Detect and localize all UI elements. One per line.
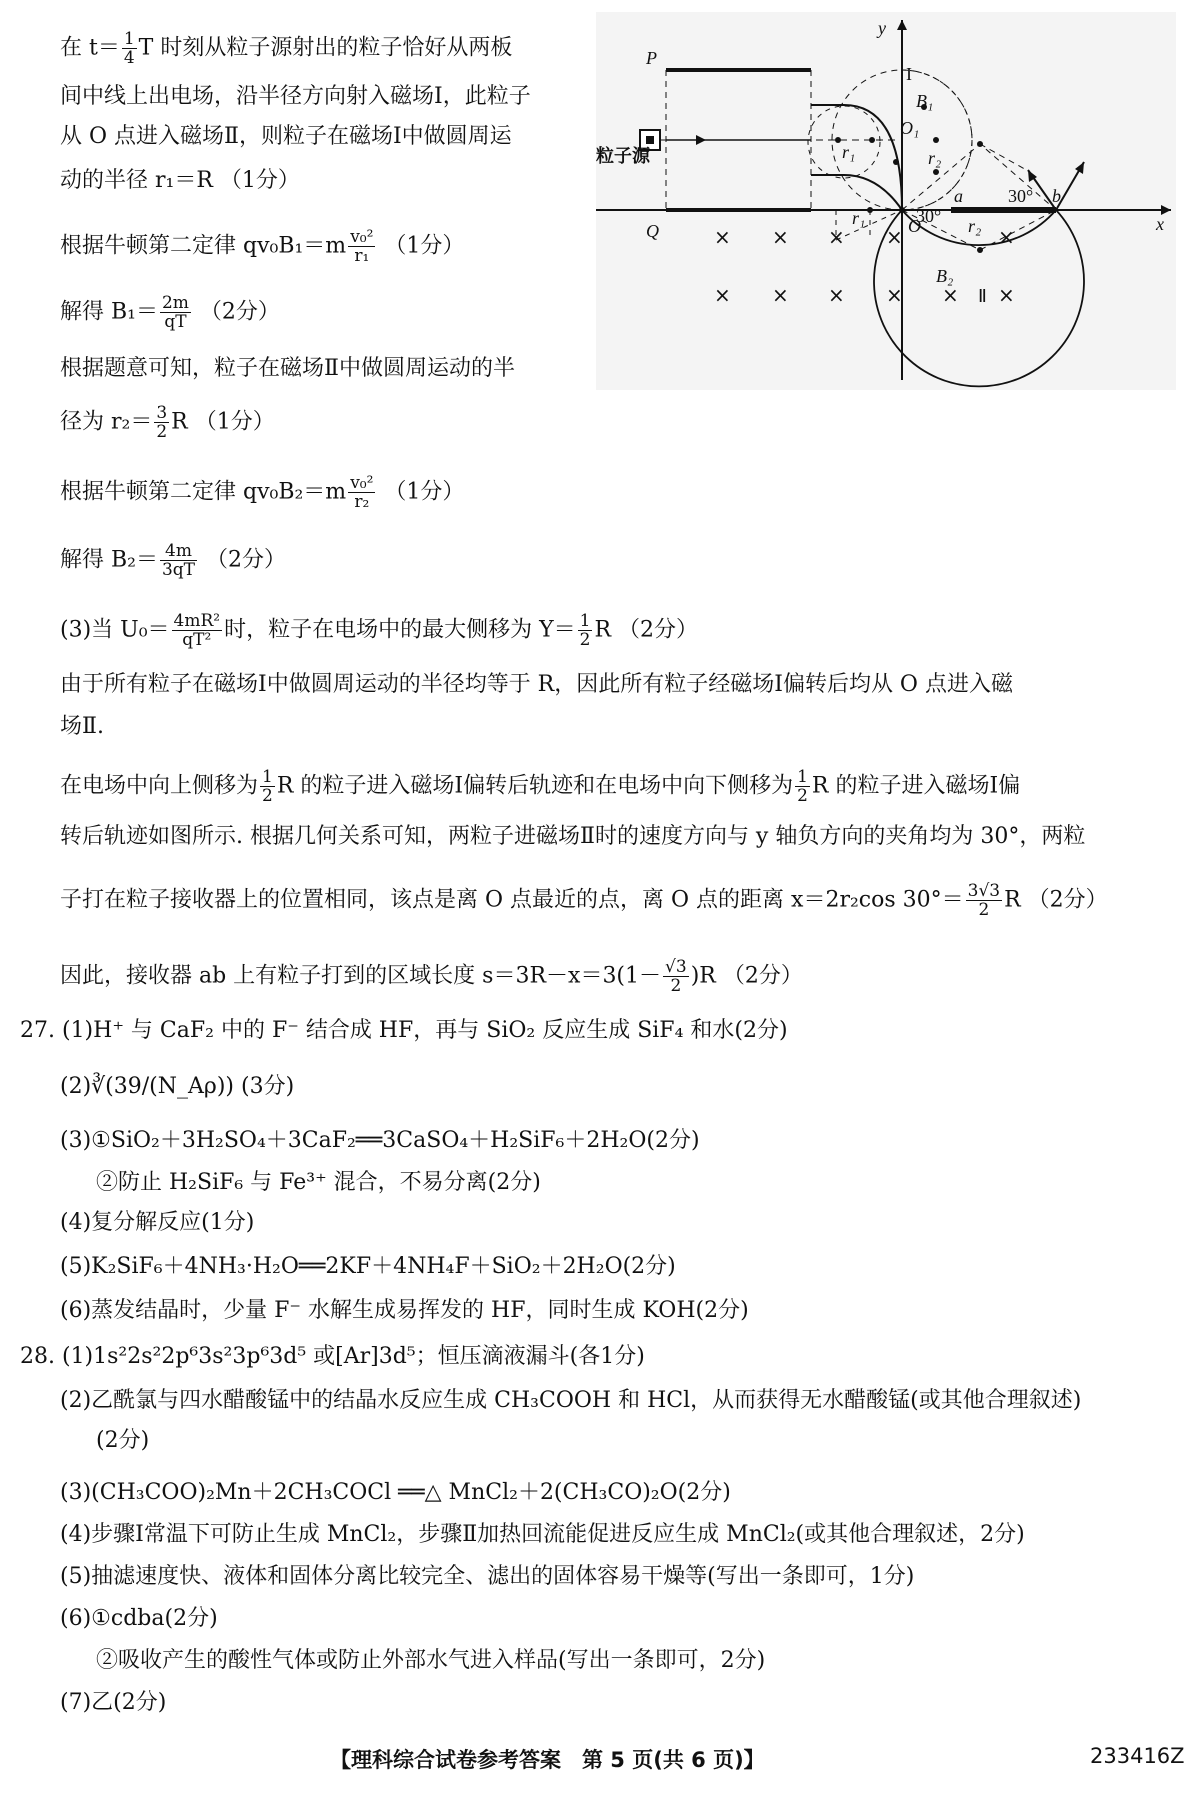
physics-diagram bbox=[596, 12, 1176, 390]
text-line: 在电场中向上侧移为 $\frac{1}{2}$ R 的粒子进入磁场Ⅰ偏转后轨迹和在电场中向下侧移为 $\frac{1}{2}$ R 的粒子进入磁场Ⅰ偏 bbox=[60, 767, 1021, 806]
text-line: (7)乙(2分) bbox=[60, 1690, 167, 1715]
svg-text:x: x bbox=[1156, 214, 1164, 234]
svg-text:r₂: r₂ bbox=[928, 148, 942, 168]
svg-text:P: P bbox=[646, 48, 657, 68]
text-line: 间中线上出电场，沿半径方向射入磁场Ⅰ，此粒子 bbox=[60, 84, 531, 109]
svg-text:a: a bbox=[954, 186, 963, 206]
text-line: (6)①cdba(2分) bbox=[60, 1606, 218, 1631]
text-line: (4)复分解反应(1分) bbox=[60, 1210, 255, 1235]
text-line: (5)K₂SiF₆＋4NH₃·H₂O══2KF＋4NH₄F＋SiO₂＋2H₂O(2分) bbox=[60, 1254, 676, 1279]
text-line: (3)①SiO₂＋3H₂SO₄＋3CaF₂══3CaSO₄＋H₂SiF₆＋2H₂O(2分) bbox=[60, 1128, 700, 1153]
svg-text:30°: 30° bbox=[1008, 186, 1034, 206]
svg-text:×: × bbox=[886, 225, 903, 249]
svg-text:r₁: r₁ bbox=[842, 142, 856, 162]
svg-text:×: × bbox=[886, 283, 903, 307]
svg-text:×: × bbox=[772, 283, 789, 307]
text-line: ②防止 H₂SiF₆ 与 Fe³⁺ 混合，不易分离(2分) bbox=[96, 1170, 541, 1195]
svg-text:I: I bbox=[906, 64, 912, 84]
svg-text:×: × bbox=[998, 283, 1015, 307]
text-line: 根据牛顿第二定律 qv₀B₁＝m $\frac{\text{v₀²}}{\text{r₁}}$ （1分） bbox=[60, 227, 465, 266]
text-line: (6)蒸发结晶时，少量 F⁻ 水解生成易挥发的 HF，同时生成 KOH(2分) bbox=[60, 1298, 749, 1323]
text-line: 由于所有粒子在磁场Ⅰ中做圆周运动的半径均等于 R，因此所有粒子经磁场Ⅰ偏转后均从 O 点进入磁 bbox=[60, 672, 1013, 697]
svg-text:×: × bbox=[828, 283, 845, 307]
text-line: 径为 r₂＝ $\frac{3}{2}$ R （1分） bbox=[60, 403, 275, 442]
text-line: 因此，接收器 ab 上有粒子打到的区域长度 s＝3R－x＝3(1－ $\frac{√3}{2}$ )R （2分） bbox=[60, 957, 803, 996]
text-line: 子打在粒子接收器上的位置相同，该点是离 O 点最近的点，离 O 点的距离 x＝2r₂cos 30°＝ $\frac{3√3}{2}$ R （2分） bbox=[60, 881, 1108, 920]
text-line: 28. (1)1s²2s²2p⁶3s²3p⁶3d⁵ 或[Ar]3d⁵；恒压滴液漏斗(各1分) bbox=[20, 1344, 645, 1369]
fraction: $\frac{1}{4}$ bbox=[123, 29, 135, 68]
text-line: 从 O 点进入磁场Ⅱ，则粒子在磁场Ⅰ中做圆周运 bbox=[60, 124, 512, 149]
svg-text:×: × bbox=[998, 225, 1015, 249]
text-line: 在 t＝ $\frac{1}{4}$ T 时刻从粒子源射出的粒子恰好从两板 bbox=[60, 29, 513, 68]
text-line: 解得 B₁＝ $\frac{2m}{qT}$ （2分） bbox=[60, 293, 280, 332]
svg-text:B₂: B₂ bbox=[936, 266, 954, 286]
text-line: (4)步骤Ⅰ常温下可防止生成 MnCl₂，步骤Ⅱ加热回流能促进反应生成 MnCl₂(或其他合理叙述，2分) bbox=[60, 1522, 1025, 1547]
svg-text:O: O bbox=[908, 216, 921, 236]
text-line: (2)乙酰氯与四水醋酸锰中的结晶水反应生成 CH₃COOH 和 HCl，从而获得无水醋酸锰(或其他合理叙述) bbox=[60, 1388, 1082, 1413]
text-line: (3)(CH₃COO)₂Mn＋2CH₃COCl ══△ MnCl₂＋2(CH₃CO)₂O(2分) bbox=[60, 1480, 731, 1505]
svg-text:×: × bbox=[828, 225, 845, 249]
svg-text:r₁: r₁ bbox=[852, 208, 866, 228]
svg-text:×: × bbox=[714, 225, 731, 249]
text-line: (3)当 U₀＝ $\frac{\text{4mR²}}{\text{qT²}}$ 时，粒子在电场中的最大侧移为 Y＝ $\frac{1}{2}$ R （2分） bbox=[60, 611, 699, 650]
text-line: 场Ⅱ. bbox=[60, 714, 104, 739]
text-line: 解得 B₂＝ $\frac{4m}{3qT}$ （2分） bbox=[60, 541, 287, 580]
svg-text:y: y bbox=[878, 18, 886, 38]
text-line: 根据牛顿第二定律 qv₀B₂＝m $\frac{\text{v₀²}}{\text{r₂}}$ （1分） bbox=[60, 473, 465, 512]
svg-text:r₂: r₂ bbox=[968, 216, 982, 236]
svg-text:Ⅱ: Ⅱ bbox=[978, 286, 987, 306]
text-line: (2分) bbox=[96, 1428, 150, 1453]
text-line: ②吸收产生的酸性气体或防止外部水气进入样品(写出一条即可，2分) bbox=[96, 1648, 766, 1673]
text-line: 根据题意可知，粒子在磁场Ⅱ中做圆周运动的半 bbox=[60, 356, 515, 381]
text-line: 27. (1)H⁺ 与 CaF₂ 中的 F⁻ 结合成 HF，再与 SiO₂ 反应生成 SiF₄ 和水(2分) bbox=[20, 1018, 788, 1043]
page-footer-title: 【理科综合试卷参考答案 第 5 页(共 6 页)】 bbox=[330, 1748, 765, 1772]
page-code: 233416Z bbox=[1090, 1744, 1185, 1768]
svg-text:×: × bbox=[942, 283, 959, 307]
text-line: 转后轨迹如图所示. 根据几何关系可知，两粒子进磁场Ⅱ时的速度方向与 y 轴负方向的夹角均为 30°，两粒 bbox=[60, 824, 1086, 849]
text-line: 动的半径 r₁＝R （1分） bbox=[60, 168, 300, 193]
svg-text:b: b bbox=[1052, 186, 1061, 206]
text-line: (5)抽滤速度快、液体和固体分离比较完全、滤出的固体容易干燥等(写出一条即可，1分) bbox=[60, 1564, 915, 1589]
svg-text:Q: Q bbox=[646, 221, 659, 241]
svg-text:×: × bbox=[714, 283, 731, 307]
svg-text:×: × bbox=[772, 225, 789, 249]
text-line: (2)∛(39/(N_Aρ)) (3分) bbox=[60, 1074, 295, 1099]
svg-text:30°: 30° bbox=[916, 206, 942, 226]
svg-text:B₁: B₁ bbox=[916, 91, 934, 111]
svg-text:O₁: O₁ bbox=[900, 118, 920, 138]
svg-text:粒子源: 粒子源 bbox=[596, 146, 650, 167]
